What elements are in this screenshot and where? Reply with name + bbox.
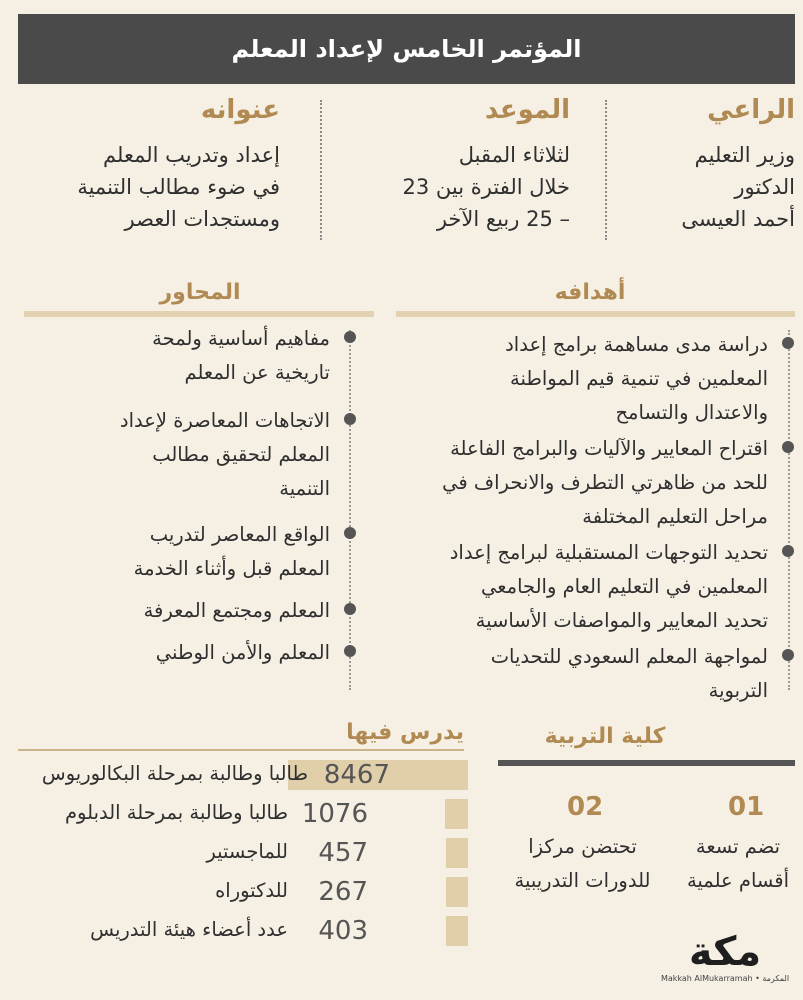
bar-label: عدد أعضاء هيئة التدريس	[90, 918, 288, 941]
axis-line: المعلم لتحقيق مطالب	[152, 443, 330, 466]
bullet-icon	[344, 413, 356, 425]
title-line: ومستجدات العصر	[124, 207, 280, 231]
stat-line: تحتضن مركزا	[528, 835, 637, 858]
goal-line: مراحل التعليم المختلفة	[582, 505, 768, 528]
goals-dotted-line	[788, 330, 790, 690]
column-divider	[320, 100, 322, 240]
logo	[660, 930, 790, 990]
date-heading: الموعد	[484, 95, 570, 125]
table-row	[18, 916, 468, 952]
bar-fill	[446, 916, 468, 946]
date-column	[360, 95, 570, 245]
bar-number: 403	[318, 916, 368, 946]
logo-mark: مكة	[688, 929, 762, 975]
list-item	[60, 636, 330, 670]
study-divider	[18, 749, 464, 751]
bullet-icon	[344, 645, 356, 657]
goal-line: اقتراح المعايير والآليات والبرامج الفاعلة	[450, 437, 768, 460]
axis-line: تاريخية عن المعلم	[184, 361, 330, 384]
axes-heading: المحاور	[159, 280, 241, 305]
column-divider	[605, 100, 607, 240]
bar-fill	[446, 877, 468, 907]
goal-line: المعلمين في تنمية قيم المواطنة	[510, 367, 768, 390]
axis-line: المعلم ومجتمع المعرفة	[143, 599, 330, 622]
page-banner	[18, 14, 795, 84]
list-item	[400, 328, 768, 430]
stat-number: 02	[567, 792, 604, 822]
stat-line: للدورات التدريبية	[514, 869, 651, 892]
bar-label: طالبا وطالبة بمرحلة البكالوريوس	[41, 762, 308, 785]
list-item	[60, 404, 330, 506]
date-line: لثلاثاء المقبل	[458, 143, 570, 167]
list-item	[60, 322, 330, 390]
bar-number: 8467	[323, 760, 390, 790]
goal-line: تحديد المعايير والمواصفات الأساسية	[475, 609, 768, 632]
goal-line: للحد من ظاهرتي التطرف والانحراف في	[442, 471, 768, 494]
bullet-icon	[344, 331, 356, 343]
bar-fill	[446, 838, 468, 868]
stat-line: تضم تسعة	[695, 835, 781, 858]
goal-line: المعلمين في التعليم العام والجامعي	[480, 575, 768, 598]
list-item	[60, 594, 330, 628]
bullet-icon	[782, 441, 794, 453]
axes-bar	[24, 311, 374, 317]
axis-line: الواقع المعاصر لتدريب	[149, 523, 330, 546]
axis-line: المعلم والأمن الوطني	[155, 641, 330, 664]
axis-line: المعلم قبل وأثناء الخدمة	[133, 557, 330, 580]
list-item	[60, 518, 330, 586]
title-heading: عنوانه	[200, 95, 280, 125]
sponsor-line: وزير التعليم	[694, 143, 795, 167]
bar-number: 1076	[301, 799, 368, 829]
table-row	[18, 838, 468, 874]
logo-subtitle: Makkah AlMukarramah • المكرمة	[660, 974, 790, 983]
goal-line: والاعتدال والتسامح	[615, 401, 768, 424]
bullet-icon	[782, 545, 794, 557]
axes-list	[60, 322, 330, 686]
date-line: – 25 ربيع الآخر	[436, 207, 570, 231]
goal-line: لمواجهة المعلم السعودي للتحديات	[490, 645, 768, 668]
stat-line: أقسام علمية	[686, 869, 790, 892]
bar-label: طالبا وطالبة بمرحلة الدبلوم	[64, 801, 288, 824]
study-heading: يدرس فيها	[346, 720, 464, 745]
axis-line: مفاهيم أساسية ولمحة	[152, 327, 330, 350]
bar-label: للدكتوراه	[215, 879, 288, 902]
goals-heading: أهدافه	[554, 280, 626, 305]
sponsor-line: أحمد العيسى	[681, 207, 795, 231]
goals-bar	[396, 311, 795, 317]
sponsor-column	[600, 95, 795, 245]
college-bar	[498, 760, 795, 766]
goal-line: التربوية	[708, 679, 768, 702]
date-line: خلال الفترة بين 23	[402, 175, 570, 199]
bullet-icon	[344, 603, 356, 615]
bullet-icon	[344, 527, 356, 539]
bar-fill	[445, 799, 468, 829]
bar-label: للماجستير	[206, 840, 288, 863]
sponsor-line: الدكتور	[734, 175, 795, 199]
goals-list	[400, 328, 768, 724]
bullet-icon	[782, 337, 794, 349]
page-title: المؤتمر الخامس لإعداد المعلم	[231, 35, 582, 63]
goal-line: دراسة مدى مساهمة برامج إعداد	[505, 333, 768, 356]
title-line: إعداد وتدريب المعلم	[103, 143, 280, 167]
sponsor-heading: الراعي	[707, 95, 795, 125]
title-line: في ضوء مطالب التنمية	[77, 175, 280, 199]
bullet-icon	[782, 649, 794, 661]
bar-number: 457	[318, 838, 368, 868]
table-row	[18, 799, 468, 835]
bar-number: 267	[318, 877, 368, 907]
stat-number: 01	[728, 792, 765, 822]
axis-line: التنمية	[279, 477, 330, 500]
stat-text	[500, 830, 665, 898]
goal-line: تحديد التوجهات المستقبلية لبرامج إعداد	[449, 541, 768, 564]
stat-text	[678, 830, 798, 898]
title-column	[60, 95, 280, 245]
axis-line: الاتجاهات المعاصرة لإعداد	[119, 409, 330, 432]
list-item	[400, 640, 768, 708]
college-heading: كلية التربية	[544, 724, 666, 749]
axes-dotted-line	[349, 330, 351, 690]
list-item	[400, 432, 768, 534]
list-item	[400, 536, 768, 638]
table-row	[18, 877, 468, 913]
table-row	[18, 760, 468, 796]
